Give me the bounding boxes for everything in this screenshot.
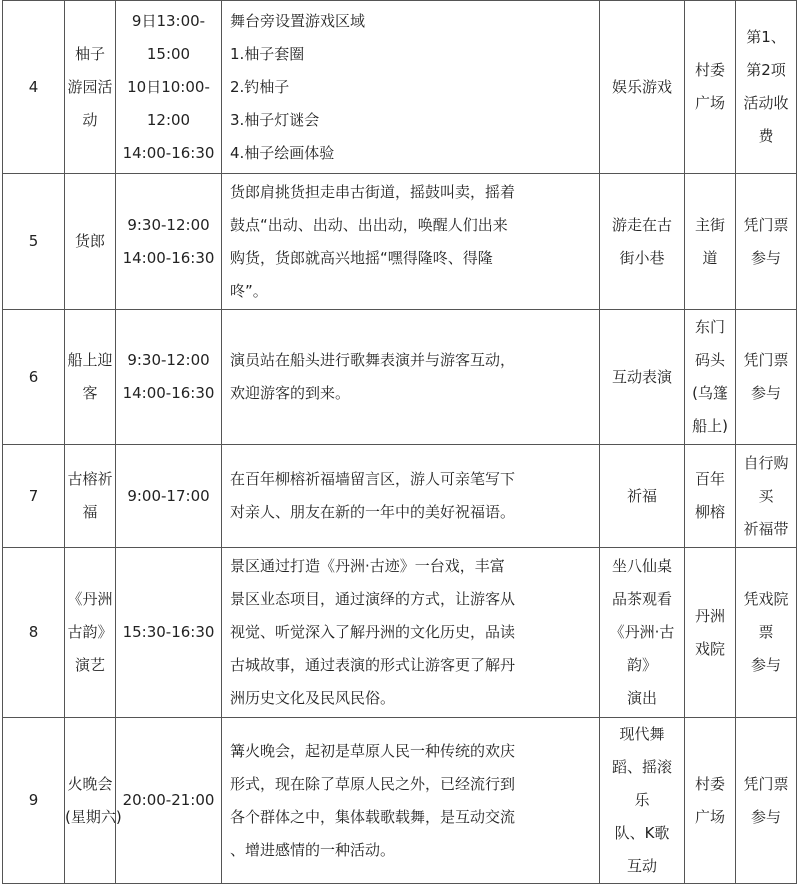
cell-line: 村委 [694,774,725,793]
cell-line: 15:30-16:30 [122,623,215,641]
table-row [3,445,797,548]
cell-line: 货郎 [74,232,105,250]
row-number-cell [3,174,65,310]
activity-note-cell [736,174,797,310]
cell-line: 祈福 [626,486,657,505]
cell-line: 互动 [626,857,657,875]
cell-line: 《丹洲·古 [609,623,675,641]
cell-line: 街小巷 [619,248,665,267]
cell-line: 3.柚子灯谜会 [230,110,320,129]
cell-line: 码头 [694,351,725,369]
cell-line: 柳榕 [694,503,725,521]
activity-place-cell [685,310,736,445]
cell-line: 演员站在船头进行歌舞表演并与游客互动， [230,351,516,369]
cell-line: 15:00 [146,44,191,63]
cell-line: 广场 [694,94,725,112]
cell-line: 凭门票 [743,215,789,234]
cell-line: 、增进感情的一种活动。 [230,840,396,859]
activity-form-cell [600,718,685,884]
activity-content-cell [222,174,600,310]
cell-line: 20:00-21:00 [122,791,215,809]
activity-form-cell [600,1,685,174]
cell-line: 自行购 [743,453,789,472]
activity-form-cell [600,548,685,718]
cell-line: 祈福带 [743,519,789,538]
row-number-cell [3,310,65,445]
cell-line: 古榕祈 [67,470,113,488]
activity-place-cell [685,1,736,174]
activity-note-cell [736,548,797,718]
cell-line: 客 [82,384,98,402]
cell-line: (星期六) [65,807,122,826]
cell-line: 14:00-16:30 [122,248,215,267]
cell-line: 5 [28,232,39,250]
cell-line: 第2项 [746,61,786,79]
cell-line: 坐八仙桌 [611,557,672,575]
cell-line: 票 [758,623,774,641]
cell-line: 7 [28,486,39,505]
cell-line: 福 [82,503,98,521]
cell-line: 现代舞 [619,725,665,743]
cell-line: 9 [28,791,39,809]
cell-line: 篝火晚会，起初是草原人民一种传统的欢庆 [230,741,516,760]
cell-line: 古韵》 [67,623,113,641]
cell-line: 1.柚子套圈 [230,44,305,63]
activity-name-cell [65,1,116,174]
cell-line: 广场 [694,807,725,826]
cell-line: 参与 [750,807,781,826]
activity-name-cell [65,548,116,718]
cell-line: 古城故事，通过表演的形式让游客更了解丹 [230,656,516,674]
cell-line: 4 [28,77,39,96]
cell-line: 韵》 [626,656,657,674]
table-row [3,548,797,718]
cell-line: 东门 [694,318,725,336]
table-body [3,1,797,884]
cell-line: 游走在古 [611,215,672,234]
cell-line: 景区业态项目，通过演绎的方式，让游客从 [230,590,516,608]
activity-place-cell [685,174,736,310]
cell-line: 船上迎 [67,351,113,369]
table-row [3,718,797,884]
cell-line: 在百年柳榕祈福墙留言区，游人可亲笔写下 [230,470,516,488]
cell-line: 乐 [634,791,650,809]
row-number-cell [3,445,65,548]
cell-line: 凭门票 [743,774,789,793]
activity-time-cell [116,1,222,174]
cell-line: 品茶观看 [611,590,672,608]
cell-line: 12:00 [146,110,191,129]
cell-line: 10日10:00- [127,77,210,96]
cell-line: 洲历史文化及民风民俗。 [230,689,396,707]
activity-content-cell [222,548,600,718]
cell-line: 形式，现在除了草原人民之外，已经流行到 [230,774,516,793]
cell-line: 视觉、听觉深入了解丹洲的文化历史，品读 [230,623,516,641]
cell-line: 对亲人、朋友在新的一年中的美好祝福语。 [230,503,516,521]
cell-line: 互动表演 [611,367,672,386]
cell-line: 火晚会 [67,774,113,793]
cell-line: 演出 [626,689,657,707]
cell-line: 戏院 [694,639,725,658]
cell-line: 参与 [750,248,781,267]
table-row [3,1,797,174]
row-number-cell [3,1,65,174]
cell-line: 8 [28,623,39,641]
activity-note-cell [736,1,797,174]
activity-content-cell [222,310,600,445]
activity-name-cell [65,718,122,884]
activity-name-cell [65,174,116,310]
cell-line: 9:30-12:00 [127,351,210,369]
activity-form-cell [600,310,685,445]
cell-line: 娱乐游戏 [611,77,672,96]
cell-line: 舞台旁设置游戏区域 [230,11,366,30]
cell-line: (乌篷 [692,384,728,402]
activity-content-cell [222,718,600,884]
table-row [3,174,797,310]
activity-note-cell [736,718,797,884]
activity-time-cell [116,174,222,310]
activity-time-cell [116,445,222,548]
row-number-cell [3,548,65,718]
cell-line: 14:00-16:30 [122,384,215,402]
cell-line: 购货，货郎就高兴地摇“嘿得隆咚、得隆 [230,248,493,267]
activity-content-cell [222,445,600,548]
activity-place-cell [685,718,736,884]
cell-line: 主街 [694,215,725,234]
activity-time-cell [116,718,222,884]
activity-time-cell [116,310,222,445]
activity-form-cell [600,445,685,548]
activity-place-cell [685,548,736,718]
cell-line: 第1、 [746,28,786,46]
cell-line: 9:30-12:00 [127,215,210,234]
cell-line: 2.钓柚子 [230,77,290,96]
cell-line: 凭戏院 [743,590,789,608]
cell-line: 凭门票 [743,351,789,369]
activity-name-cell [65,445,116,548]
cell-line: 咚”。 [230,281,268,300]
activity-note-cell [736,310,797,445]
cell-line: 景区通过打造《丹洲·古迹》一台戏，丰富 [230,557,505,575]
cell-line: 货郎肩挑货担走串古街道，摇鼓叫卖，摇着 [230,182,516,201]
activity-place-cell [685,445,736,548]
cell-line: 演艺 [74,656,105,674]
cell-line: 6 [28,367,39,386]
cell-line: 参与 [750,384,781,402]
cell-line: 丹洲 [694,606,725,625]
cell-line: 蹈、摇滚 [611,758,672,776]
cell-line: 游园活 [67,77,113,96]
activity-note-cell [736,445,797,548]
row-number-cell [3,718,65,884]
cell-line: 道 [702,248,718,267]
cell-line: 买 [758,486,774,505]
table-row [3,310,797,445]
cell-line: 各个群体之中，集体载歌载舞，是互动交流 [230,807,516,826]
activity-name-cell [65,310,116,445]
cell-line: 14:00-16:30 [122,143,215,162]
activity-schedule-table [2,0,797,884]
activity-form-cell [600,174,685,310]
cell-line: 动 [82,110,98,129]
cell-line: 9:00-17:00 [127,486,210,505]
cell-line: 9日13:00- [131,11,206,30]
cell-line: 参与 [750,656,781,674]
cell-line: 《丹洲 [67,590,113,608]
cell-line: 船上) [692,417,728,435]
cell-line: 鼓点“出动、出动、出出动，唤醒人们出来 [230,215,508,234]
cell-line: 队、K歌 [614,824,670,842]
cell-line: 村委 [694,61,725,79]
cell-line: 费 [758,127,774,145]
activity-time-cell [116,548,222,718]
cell-line: 柚子 [74,44,105,63]
activity-content-cell [222,1,600,174]
cell-line: 4.柚子绘画体验 [230,143,335,162]
cell-line: 百年 [694,470,725,488]
cell-line: 活动收 [743,94,789,112]
cell-line: 欢迎游客的到来。 [230,384,351,402]
